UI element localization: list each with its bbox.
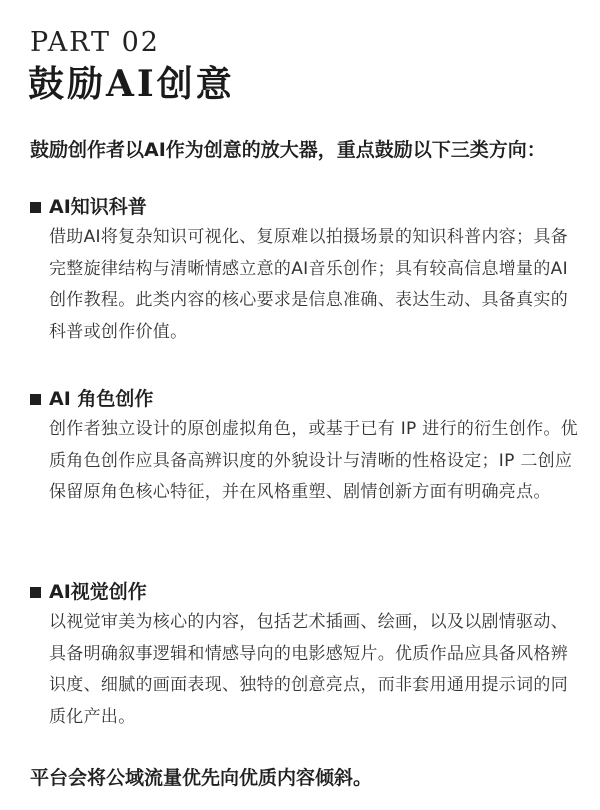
section-body: 以视觉审美为核心的内容，包括艺术插画、绘画，以及以剧情驱动、具备明确叙事逻辑和情感导向的电影感短片。优质作品应具备风格辨识度、细腻的画面表现、独特的创意亮点，而非套用通用提示词的同质化产出。 [49,612,568,727]
page-title: 鼓励AI创意 [28,63,235,105]
section-title: AI视觉创作 [49,581,147,603]
section-knowledge [30,192,585,348]
part-label: PART 02 [30,27,160,58]
section-heading [30,577,585,607]
square-bullet-icon [30,394,41,405]
section-heading [30,384,585,414]
square-bullet-icon [30,587,41,598]
footer-note: 平台会将公域流量优先向优质内容倾斜。 [30,767,373,789]
section-body: 借助AI将复杂知识可视化、复原难以拍摄场景的知识科普内容；具备完整旋律结构与清晰情感立意的AI音乐创作；具有较高信息增量的AI创作教程。此类内容的核心要求是信息准确、表达生动、具备真实的科普或创作价值。 [49,227,568,342]
section-body: 创作者独立设计的原创虚拟角色，或基于已有 IP 进行的衍生创作。优质角色创作应具备高辨识度的外貌设计与清晰的性格设定；IP 二创应保留原角色核心特征，并在风格重塑、剧情创新方面有明确亮点。 [49,419,578,502]
section-title: AI知识科普 [49,196,147,218]
section-visual [30,577,585,733]
section-heading [30,192,585,222]
section-title: AI 角色创作 [49,388,154,410]
section-character [30,384,585,509]
square-bullet-icon [30,202,41,213]
intro-text: 鼓励创作者以AI作为创意的放大器，重点鼓励以下三类方向： [30,139,546,161]
